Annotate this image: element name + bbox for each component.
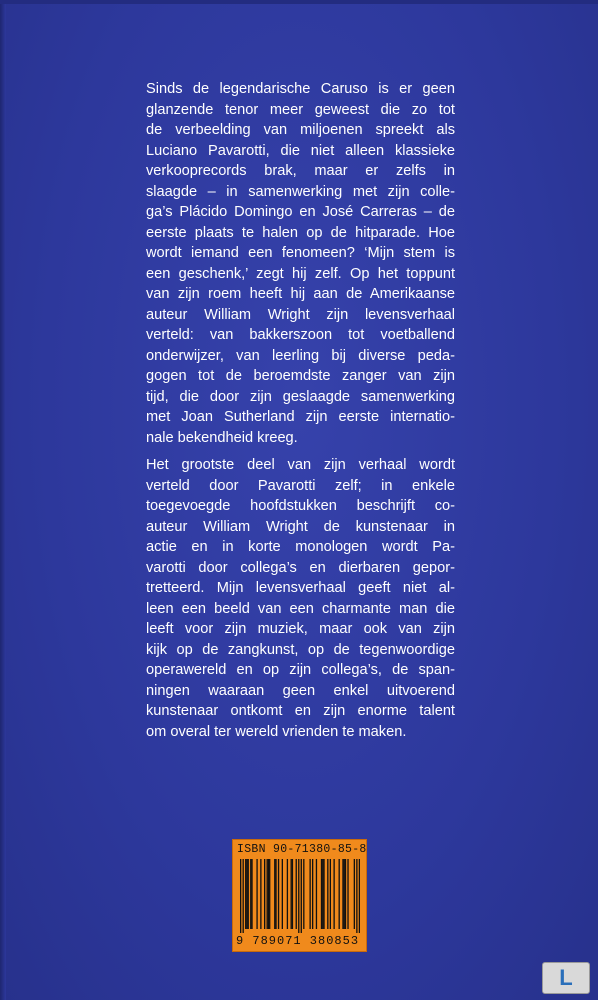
paragraph-1-line: onderwijzer, van leerling bij diverse peda-: [146, 347, 455, 364]
paragraph-1-line: verkooprecords brak, maar er zelfs in: [146, 163, 455, 179]
blurb-text: [146, 79, 455, 742]
paragraph-1-line: Luciano Pavarotti, die niet alleen klassieke: [146, 142, 455, 159]
barcode-bar: [256, 859, 257, 929]
paragraph-2-line: leen een beeld van een charmante man die: [146, 600, 455, 617]
paragraph-2-line: toegevoegde hoofdstukken beschrijft co-: [146, 498, 455, 514]
barcode-bar: [275, 859, 276, 929]
barcode-bar: [296, 859, 297, 929]
paragraph-2-line: Het grootste deel van zijn verhaal wordt: [146, 457, 455, 473]
ean-number: 9 789071 380853: [236, 934, 360, 948]
paragraph-1-line: slaagde – in samenwerking met zijn colle-: [146, 183, 455, 200]
paragraph-2-line: auteur William Wright de kunstenaar in: [146, 518, 455, 535]
barcode-bar: [321, 859, 322, 929]
barcode-bar: [278, 859, 279, 929]
barcode-bar: [251, 859, 252, 929]
barcode-bar: [339, 859, 340, 929]
barcode-bar: [327, 859, 328, 929]
barcode-bar: [248, 859, 249, 929]
isbn-number: ISBN 90-71380-85-8: [237, 843, 367, 856]
barcode-bar: [291, 859, 292, 929]
paragraph-1-line: de verbeelding van miljoenen spreekt als: [146, 122, 455, 138]
barcode-bar: [292, 859, 293, 929]
barcode-bar: [245, 859, 246, 929]
cover-top-edge: [0, 0, 598, 4]
paragraph-2-line: kijk op de zangkunst, op de tegenwoordige: [146, 641, 455, 658]
barcode-bar: [301, 859, 302, 933]
paragraph-1-line: auteur William Wright zijn levensverhaal: [146, 306, 455, 323]
paragraph-1-line: tijd, die door zijn geslaagde samenwerking: [146, 388, 455, 405]
barcode-bar: [354, 859, 355, 929]
barcode-bar: [303, 859, 304, 929]
paragraph-2-line: actie en in korte monologen wordt Pa-: [146, 539, 455, 555]
barcode-label: [232, 839, 367, 952]
barcode-bar: [269, 859, 270, 929]
paragraph-1-line: met Joan Sutherland zijn eerste internatio-: [146, 409, 455, 425]
barcode-bar: [298, 859, 299, 933]
paragraph-2-line: leeft voor zijn muziek, maar ook van zijn: [146, 621, 455, 637]
barcode-bar: [356, 859, 357, 933]
paragraph-1-line: verteld: van bakkerszoon tot voetballend: [146, 327, 455, 343]
barcode-bar: [268, 859, 269, 929]
paragraph-2-line: tretteerd. Mijn levensverhaal geeft niet al-: [146, 580, 455, 596]
barcode-bar: [287, 859, 288, 929]
barcode-bar: [330, 859, 331, 929]
paragraph-2-line: verteld door Pavarotti zelf; in enkele: [146, 477, 455, 494]
paragraph-1-line: Sinds de legendarische Caruso is er geen: [146, 81, 455, 97]
paragraph-1-line: een geschenk,’ zegt hij zelf. Op het toppunt: [146, 265, 455, 282]
barcode-bar: [250, 859, 251, 929]
paragraph-1-line: gogen tot de beroemdste zanger van zijn: [146, 368, 455, 384]
blurb-paragraph-2: [146, 455, 455, 742]
barcode-bar: [359, 859, 360, 933]
barcode-bar: [323, 859, 324, 929]
barcode-bar: [246, 859, 247, 929]
paragraph-1-line: wordt iemand een fenomeen? ‘Mijn stem is: [146, 245, 455, 261]
barcode-bar: [240, 859, 241, 933]
barcode-bar: [333, 859, 334, 929]
paragraph-1-line: nale bekendheid kreeg.: [146, 429, 298, 446]
barcode-bar: [267, 859, 268, 929]
barcode-bar: [274, 859, 275, 929]
barcode-bar: [322, 859, 323, 929]
paragraph-2-line: om overal ter wereld vrienden te maken.: [146, 723, 407, 740]
paragraph-1-line: van zijn roem heeft hij aan de Amerikaanse: [146, 286, 455, 302]
barcode-bar: [260, 859, 261, 929]
barcode-bar: [344, 859, 345, 929]
paragraph-1-line: glanzende tenor meer geweest die zo tot: [146, 101, 455, 118]
paragraph-1-line: eerste plaats te halen op de hitparade. Hoe: [146, 224, 455, 241]
cover-left-edge: [0, 0, 6, 1000]
lastdodo-logo-icon: [542, 962, 590, 994]
paragraph-1-line: ga’s Plácido Domingo en José Carreras – de: [146, 204, 455, 220]
barcode-bar: [312, 859, 313, 929]
barcode-bar: [316, 859, 317, 929]
barcode-bar: [342, 859, 343, 929]
barcode-bar: [347, 859, 348, 929]
blurb-paragraph-1: [146, 79, 455, 448]
badge-letter: L: [559, 965, 573, 990]
paragraph-2-line: operawereld en op zijn collega’s, de span-: [146, 662, 455, 678]
paragraph-2-line: ningen waaraan geen enkel uitvoerend: [146, 682, 455, 699]
barcode-bar: [345, 859, 346, 929]
barcode-bars: [240, 859, 360, 933]
paragraph-2-line: varotti door collega’s en dierbaren gepor-: [146, 559, 455, 576]
barcode-bar: [282, 859, 283, 929]
paragraph-2-line: kunstenaar ontkomt en zijn enorme talent: [146, 703, 455, 719]
barcode-bar: [264, 859, 265, 929]
barcode-bar: [309, 859, 310, 929]
barcode-bar: [243, 859, 244, 933]
